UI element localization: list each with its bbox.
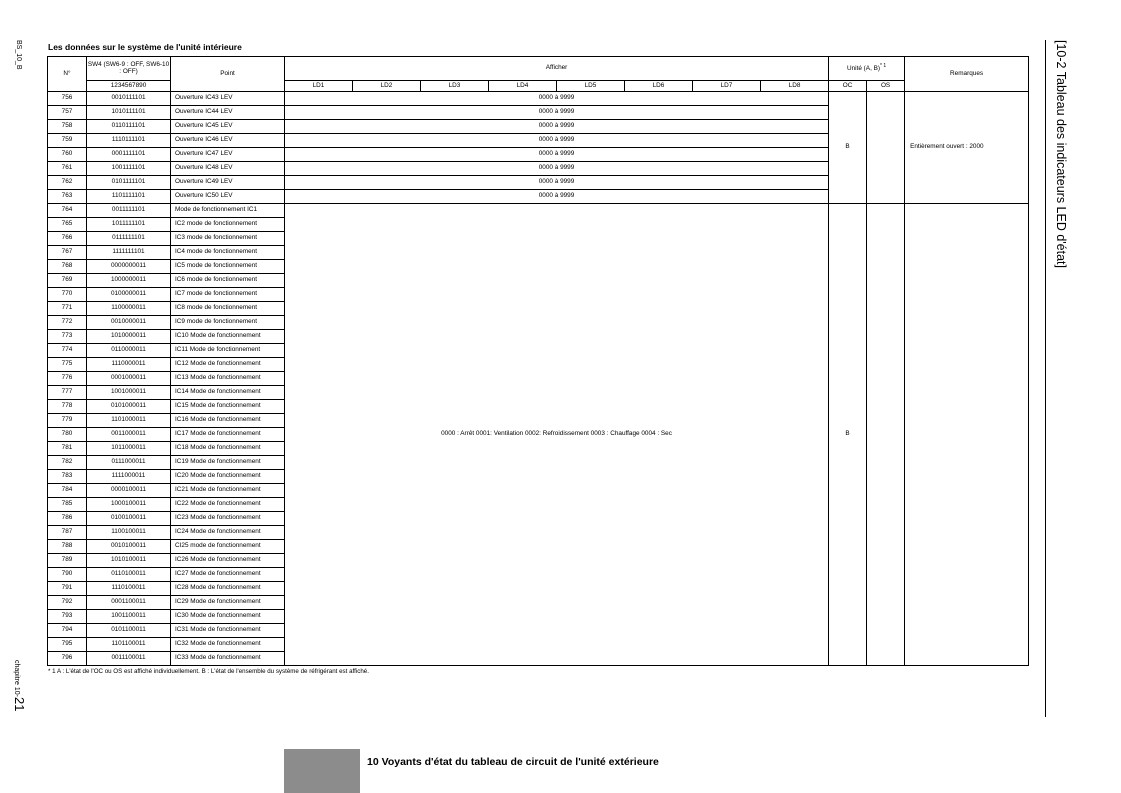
row-switch: 0100000011 <box>87 288 171 302</box>
row-switch: 0100100011 <box>87 512 171 526</box>
row-point: IC10 Mode de fonctionnement <box>171 330 285 344</box>
row-no: 778 <box>48 400 87 414</box>
row-switch: 0011100011 <box>87 652 171 666</box>
row-point: Ouverture IC50 LEV <box>171 190 285 204</box>
row-point: Ouverture IC45 LEV <box>171 120 285 134</box>
row-no: 771 <box>48 302 87 316</box>
bottom-chapter-title: 10 Voyants d'état du tableau de circuit de l'unité extérieure <box>367 756 659 768</box>
row-switch: 0111111101 <box>87 232 171 246</box>
row-switch: 0010000011 <box>87 316 171 330</box>
table-row <box>48 204 1029 218</box>
row-switch: 0001111101 <box>87 148 171 162</box>
row-point: IC21 Mode de fonctionnement <box>171 484 285 498</box>
row-no: 786 <box>48 512 87 526</box>
header-ld1: LD1 <box>285 81 353 92</box>
row-no: 763 <box>48 190 87 204</box>
row-no: 765 <box>48 218 87 232</box>
row-switch: 0111000011 <box>87 456 171 470</box>
row-no: 795 <box>48 638 87 652</box>
row-switch: 1010100011 <box>87 554 171 568</box>
remarks-value: Entièrement ouvert : 2000 <box>905 92 1029 204</box>
row-no: 756 <box>48 92 87 106</box>
table-body <box>48 92 1029 666</box>
header-ld8: LD8 <box>761 81 829 92</box>
row-switch: 0011000011 <box>87 428 171 442</box>
header-ld4: LD4 <box>489 81 557 92</box>
row-switch: 1110100011 <box>87 582 171 596</box>
row-switch: 1100100011 <box>87 526 171 540</box>
row-switch: 1101100011 <box>87 638 171 652</box>
row-switch: 0110111101 <box>87 120 171 134</box>
header-no: N° <box>48 57 87 92</box>
row-no: 794 <box>48 624 87 638</box>
led-table <box>47 56 1029 666</box>
row-point: IC6 mode de fonctionnement <box>171 274 285 288</box>
right-section-title: [10-2 Tableau des indicateurs LED d'état] <box>1054 40 1068 268</box>
row-no: 783 <box>48 470 87 484</box>
header-display: Afficher <box>285 57 829 81</box>
row-point: Ouverture IC46 LEV <box>171 134 285 148</box>
header-ld3: LD3 <box>421 81 489 92</box>
row-no: 791 <box>48 582 87 596</box>
row-point: IC24 Mode de fonctionnement <box>171 526 285 540</box>
section-title: Les données sur le système de l'unité intérieure <box>48 42 242 52</box>
row-display: 0000 à 9999 <box>285 190 829 204</box>
row-no: 767 <box>48 246 87 260</box>
row-switch: 1111111101 <box>87 246 171 260</box>
row-point: IC12 Mode de fonctionnement <box>171 358 285 372</box>
row-switch: 1110111101 <box>87 134 171 148</box>
row-no: 775 <box>48 358 87 372</box>
row-no: 770 <box>48 288 87 302</box>
row-switch: 1001000011 <box>87 386 171 400</box>
row-no: 758 <box>48 120 87 134</box>
row-point: IC31 Mode de fonctionnement <box>171 624 285 638</box>
row-point: IC32 Mode de fonctionnement <box>171 638 285 652</box>
row-switch: 1101000011 <box>87 414 171 428</box>
row-display: 0000 à 9999 <box>285 92 829 106</box>
row-switch: 0001100011 <box>87 596 171 610</box>
row-switch: 1100000011 <box>87 302 171 316</box>
row-switch: 1010000011 <box>87 330 171 344</box>
row-no: 760 <box>48 148 87 162</box>
row-switch: 0110000011 <box>87 344 171 358</box>
row-point: IC5 mode de fonctionnement <box>171 260 285 274</box>
row-point: IC3 mode de fonctionnement <box>171 232 285 246</box>
row-no: 790 <box>48 568 87 582</box>
row-no: 772 <box>48 316 87 330</box>
row-no: 788 <box>48 540 87 554</box>
row-switch: 0101111101 <box>87 176 171 190</box>
unit-oc-value: B <box>829 204 867 666</box>
row-no: 796 <box>48 652 87 666</box>
row-point: IC17 Mode de fonctionnement <box>171 428 285 442</box>
table-row <box>48 92 1029 106</box>
row-no: 759 <box>48 134 87 148</box>
row-switch: 0010111101 <box>87 92 171 106</box>
row-switch: 1000100011 <box>87 498 171 512</box>
header-ld6: LD6 <box>625 81 693 92</box>
row-point: IC2 mode de fonctionnement <box>171 218 285 232</box>
row-point: IC29 Mode de fonctionnement <box>171 596 285 610</box>
row-no: 768 <box>48 260 87 274</box>
chapter-label <box>12 660 27 711</box>
row-switch: 1011000011 <box>87 442 171 456</box>
row-point: Ouverture IC48 LEV <box>171 162 285 176</box>
row-point: IC15 Mode de fonctionnement <box>171 400 285 414</box>
row-no: 781 <box>48 442 87 456</box>
right-divider <box>1045 40 1046 717</box>
row-point: IC19 Mode de fonctionnement <box>171 456 285 470</box>
row-no: 793 <box>48 610 87 624</box>
row-switch: 0001000011 <box>87 372 171 386</box>
row-no: 776 <box>48 372 87 386</box>
header-sw4-digits: 1234567890 <box>87 81 171 92</box>
row-no: 789 <box>48 554 87 568</box>
header-oc: OC <box>829 81 867 92</box>
row-point: IC23 Mode de fonctionnement <box>171 512 285 526</box>
header-ld5: LD5 <box>557 81 625 92</box>
unit-oc-value: B <box>829 92 867 204</box>
row-point: IC7 mode de fonctionnement <box>171 288 285 302</box>
row-no: 779 <box>48 414 87 428</box>
header-remarks: Remarques <box>905 57 1029 92</box>
row-point: IC20 Mode de fonctionnement <box>171 470 285 484</box>
row-no: 773 <box>48 330 87 344</box>
row-switch: 0011111101 <box>87 204 171 218</box>
row-switch: 1111000011 <box>87 470 171 484</box>
row-no: 774 <box>48 344 87 358</box>
row-point: IC11 Mode de fonctionnement <box>171 344 285 358</box>
header-point: Point <box>171 57 285 92</box>
row-point: Ouverture IC43 LEV <box>171 92 285 106</box>
row-point: IC28 Mode de fonctionnement <box>171 582 285 596</box>
header-ld7: LD7 <box>693 81 761 92</box>
row-display: 0000 à 9999 <box>285 106 829 120</box>
row-no: 784 <box>48 484 87 498</box>
row-point: IC18 Mode de fonctionnement <box>171 442 285 456</box>
row-display: 0000 à 9999 <box>285 162 829 176</box>
row-display: 0000 à 9999 <box>285 134 829 148</box>
row-switch: 1010111101 <box>87 106 171 120</box>
row-no: 782 <box>48 456 87 470</box>
header-sw4-text: SW4 (SW6-9 : OFF, SW6-10 : OFF) <box>87 61 170 75</box>
row-switch: 1000000011 <box>87 274 171 288</box>
row-point: IC30 Mode de fonctionnement <box>171 610 285 624</box>
remarks-value <box>905 204 1029 666</box>
row-switch: 1011111101 <box>87 218 171 232</box>
footnote: * 1 A : L'état de l'OC ou OS est affiché individuellement. B : L'état de l'ensemble du système de réfrigérant est affiché. <box>48 668 369 675</box>
row-point: IC27 Mode de fonctionnement <box>171 568 285 582</box>
row-switch: 0110100011 <box>87 568 171 582</box>
header-sw4 <box>87 57 171 81</box>
row-point: IC9 mode de fonctionnement <box>171 316 285 330</box>
row-point: IC33 Mode de fonctionnement <box>171 652 285 666</box>
row-point: IC22 Mode de fonctionnement <box>171 498 285 512</box>
row-no: 780 <box>48 428 87 442</box>
row-point: Ouverture IC49 LEV <box>171 176 285 190</box>
row-point: IC13 Mode de fonctionnement <box>171 372 285 386</box>
header-os: OS <box>867 81 905 92</box>
row-switch: 0000100011 <box>87 484 171 498</box>
row-point: IC26 Mode de fonctionnement <box>171 554 285 568</box>
header-unit-text: Unité (A, B) <box>846 65 881 73</box>
row-display: 0000 à 9999 <box>285 176 829 190</box>
row-switch: 1001111101 <box>87 162 171 176</box>
row-switch: 1101111101 <box>87 190 171 204</box>
header-unit <box>829 57 905 81</box>
row-display: 0000 à 9999 <box>285 148 829 162</box>
row-switch: 0010100011 <box>87 540 171 554</box>
row-switch: 0000000011 <box>87 260 171 274</box>
unit-os-value <box>867 92 905 204</box>
row-no: 757 <box>48 106 87 120</box>
row-no: 787 <box>48 526 87 540</box>
header-unit-sup: * 1 <box>880 63 887 70</box>
row-point: Ouverture IC44 LEV <box>171 106 285 120</box>
row-switch: 0101000011 <box>87 400 171 414</box>
row-point: IC16 Mode de fonctionnement <box>171 414 285 428</box>
row-no: 766 <box>48 232 87 246</box>
row-no: 785 <box>48 498 87 512</box>
unit-os-value <box>867 204 905 666</box>
bottom-tab-box <box>284 749 360 793</box>
row-no: 769 <box>48 274 87 288</box>
row-no: 764 <box>48 204 87 218</box>
header-ld2: LD2 <box>353 81 421 92</box>
row-switch: 1110000011 <box>87 358 171 372</box>
row-point: CI25 mode de fonctionnement <box>171 540 285 554</box>
chapter-text: chapitre 10- <box>13 660 20 697</box>
row-point: IC8 mode de fonctionnement <box>171 302 285 316</box>
side-code: BS_10_B <box>15 40 22 70</box>
row-switch: 1001100011 <box>87 610 171 624</box>
row-no: 777 <box>48 386 87 400</box>
row-no: 762 <box>48 176 87 190</box>
row-point: Ouverture IC47 LEV <box>171 148 285 162</box>
row-point: IC14 Mode de fonctionnement <box>171 386 285 400</box>
row-point: IC4 mode de fonctionnement <box>171 246 285 260</box>
row-no: 761 <box>48 162 87 176</box>
row-switch: 0101100011 <box>87 624 171 638</box>
row-no: 792 <box>48 596 87 610</box>
chapter-number: 21 <box>12 696 27 712</box>
row-display: 0000 à 9999 <box>285 120 829 134</box>
row-point: Mode de fonctionnement IC1 <box>171 204 285 218</box>
mode-display: 0000 : Arrêt 0001: Ventilation 0002: Refroidissement 0003 : Chauffage 0004 : Sec <box>285 204 829 666</box>
